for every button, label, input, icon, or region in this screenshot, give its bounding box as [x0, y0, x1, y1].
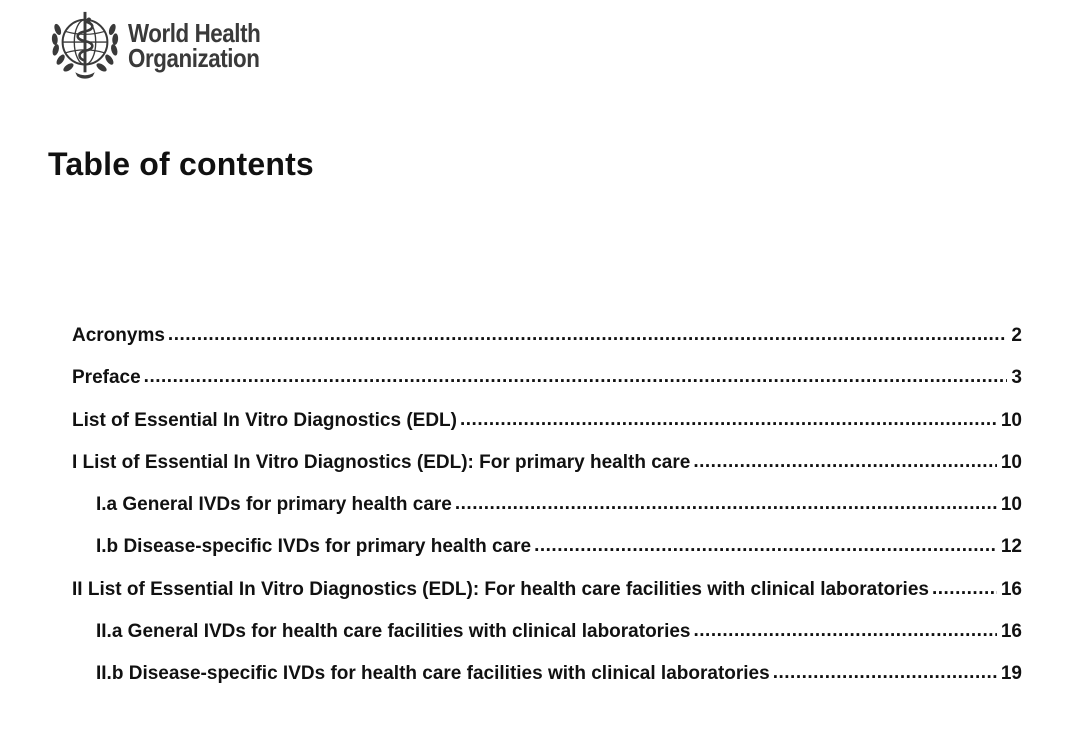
- toc-entry-page-number: 12: [1000, 536, 1022, 558]
- toc-entry-label: II List of Essential In Vitro Diagnostics (EDL): For health care facilities with clinical laboratories: [72, 578, 929, 600]
- toc-entry[interactable]: [72, 367, 1022, 409]
- toc-entry-page-number: 16: [1000, 621, 1022, 643]
- toc-entry[interactable]: [72, 452, 1022, 494]
- toc-entry-page-number: 3: [1011, 367, 1022, 389]
- toc-entry-page-number: 16: [1000, 578, 1022, 600]
- toc-entry-page-number: 10: [1000, 494, 1022, 516]
- toc-entry-label: II.a General IVDs for health care facilities with clinical laboratories: [96, 621, 691, 643]
- toc-entry[interactable]: [72, 494, 1022, 536]
- toc-entry-label: I.b Disease-specific IVDs for primary health care: [96, 536, 532, 558]
- table-of-contents: [72, 325, 1022, 706]
- organization-name-line2: Organization: [128, 43, 260, 73]
- toc-entry-page-number: 19: [1000, 663, 1022, 685]
- toc-entry-page-number: 10: [1000, 409, 1022, 431]
- who-logo: [46, 8, 282, 84]
- toc-dot-leader: [693, 451, 997, 473]
- toc-entry-page-number: 2: [1011, 325, 1022, 346]
- toc-entry[interactable]: [72, 579, 1022, 621]
- toc-entry[interactable]: [72, 663, 1022, 705]
- toc-entry-label: List of Essential In Vitro Diagnostics (EDL): [72, 409, 457, 431]
- toc-entry-label: Preface: [72, 367, 141, 389]
- toc-dot-leader: [144, 366, 1008, 388]
- toc-dot-leader: [455, 493, 997, 515]
- toc-dot-leader: [460, 409, 997, 431]
- toc-dot-leader: [773, 662, 997, 684]
- toc-entry-label: Acronyms: [72, 325, 165, 346]
- toc-entry[interactable]: [72, 536, 1022, 578]
- toc-dot-leader: [534, 535, 997, 557]
- toc-entry-page-number: 10: [1000, 451, 1022, 473]
- who-emblem-icon: [46, 8, 124, 84]
- toc-entry[interactable]: [72, 621, 1022, 663]
- organization-name-line1: World Health: [128, 18, 261, 48]
- toc-entry[interactable]: [72, 410, 1022, 452]
- toc-entry-label: II.b Disease-specific IVDs for health care facilities with clinical laboratories: [96, 663, 770, 685]
- toc-entry-label: I.a General IVDs for primary health care: [96, 494, 452, 516]
- toc-dot-leader: [168, 324, 1008, 346]
- toc-entry[interactable]: [72, 325, 1022, 367]
- toc-dot-leader: [932, 578, 997, 600]
- organization-name: [128, 18, 261, 73]
- toc-dot-leader: [694, 620, 997, 642]
- toc-entry-label: I List of Essential In Vitro Diagnostics (EDL): For primary health care: [72, 451, 691, 473]
- page-title: Table of contents: [48, 146, 314, 182]
